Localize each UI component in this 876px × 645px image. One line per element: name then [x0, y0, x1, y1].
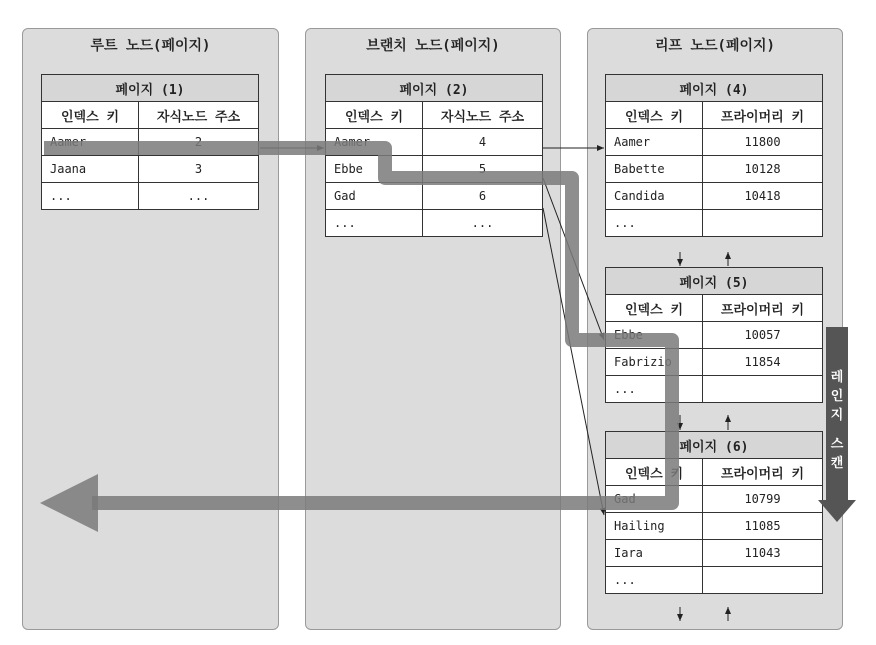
index-key-cell: Aamer: [326, 129, 423, 156]
primary-key-cell: 11854: [703, 349, 823, 376]
index-key-cell: Hailing: [606, 513, 703, 540]
child-address-cell: 3: [139, 156, 259, 183]
column-header: 인덱스 키: [606, 459, 703, 486]
range-scan-arrowhead: [818, 500, 856, 522]
index-key-cell: ...: [42, 183, 139, 210]
scan-path: [44, 148, 672, 503]
range-scan-char: 레: [830, 370, 844, 385]
index-key-cell: Aamer: [42, 129, 139, 156]
child-address-cell: ...: [423, 210, 543, 237]
primary-key-cell: 10799: [703, 486, 823, 513]
page-title: 페이지 (6): [606, 432, 823, 459]
range-scan-char: 스: [830, 437, 844, 452]
index-key-cell: Aamer: [606, 129, 703, 156]
column-header: 자식노드 주소: [139, 102, 259, 129]
column-header: 인덱스 키: [42, 102, 139, 129]
index-key-cell: Iara: [606, 540, 703, 567]
index-key-cell: Jaana: [42, 156, 139, 183]
child-address-cell: ...: [139, 183, 259, 210]
range-scan-label: [826, 368, 848, 473]
index-key-cell: ...: [606, 210, 703, 237]
index-key-cell: ...: [326, 210, 423, 237]
branch-node-title: 브랜치 노드(페이지): [366, 38, 500, 54]
primary-key-cell: 11043: [703, 540, 823, 567]
primary-key-cell: 10128: [703, 156, 823, 183]
index-key-cell: Candida: [606, 183, 703, 210]
leaf-node-title: 리프 노드(페이지): [655, 38, 775, 54]
column-header: 인덱스 키: [326, 102, 423, 129]
primary-key-cell: 11800: [703, 129, 823, 156]
child-address-cell: 4: [423, 129, 543, 156]
primary-key-cell: 11085: [703, 513, 823, 540]
primary-key-cell: 10418: [703, 183, 823, 210]
range-scan-char: 캔: [830, 456, 844, 471]
index-key-cell: Ebbe: [326, 156, 423, 183]
index-key-cell: Fabrizio: [606, 349, 703, 376]
range-scan-char: 지: [830, 408, 844, 423]
index-key-cell: ...: [606, 567, 703, 594]
column-header: 프라이머리 키: [703, 295, 823, 322]
column-header: 프라이머리 키: [703, 102, 823, 129]
index-key-cell: Gad: [326, 183, 423, 210]
page-title: 페이지 (5): [606, 268, 823, 295]
column-header: 인덱스 키: [606, 102, 703, 129]
root-node-title: 루트 노드(페이지): [90, 38, 211, 54]
index-key-cell: Babette: [606, 156, 703, 183]
child-address-cell: 5: [423, 156, 543, 183]
page-title: 페이지 (2): [326, 75, 543, 102]
page-title: 페이지 (1): [42, 75, 259, 102]
index-key-cell: ...: [606, 376, 703, 403]
column-header: 프라이머리 키: [703, 459, 823, 486]
index-key-cell: Gad: [606, 486, 703, 513]
child-address-cell: 2: [139, 129, 259, 156]
child-address-cell: 6: [423, 183, 543, 210]
range-scan-char: 인: [830, 389, 844, 404]
page-title: 페이지 (4): [606, 75, 823, 102]
column-header: 인덱스 키: [606, 295, 703, 322]
primary-key-cell: 10057: [703, 322, 823, 349]
index-key-cell: Ebbe: [606, 322, 703, 349]
range-scan-char: [826, 425, 848, 435]
column-header: 자식노드 주소: [423, 102, 543, 129]
scan-path-arrowhead: [40, 474, 98, 532]
